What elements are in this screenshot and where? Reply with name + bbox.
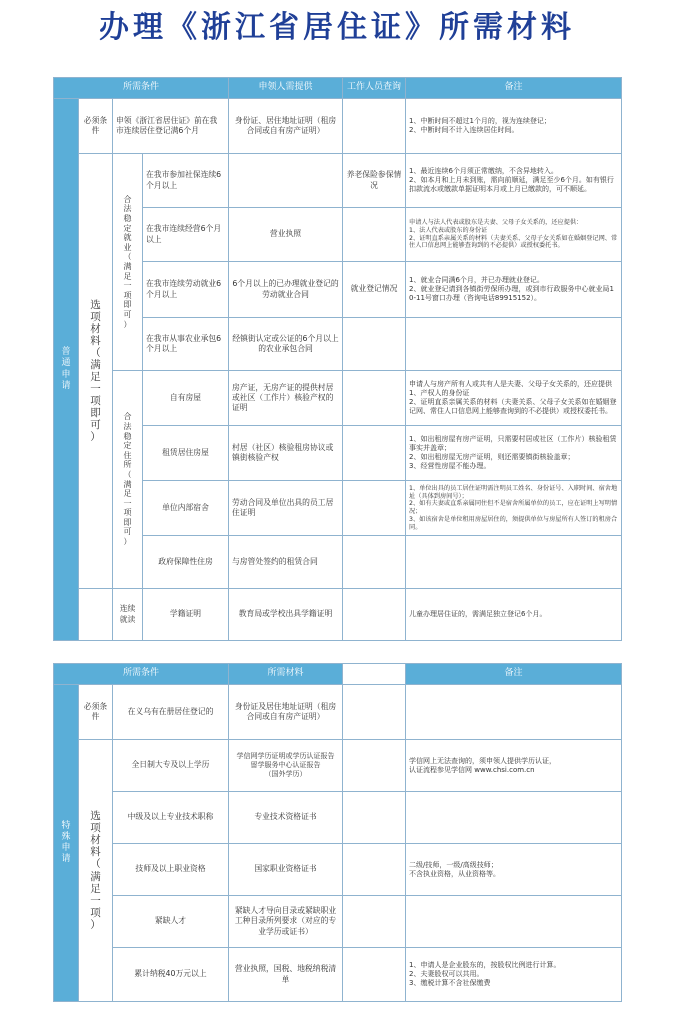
- special-application-table: [53, 663, 622, 1002]
- required-label: 必须条件: [79, 99, 113, 154]
- study-blank: [79, 589, 113, 641]
- header-provide: 申领人需提供: [229, 78, 343, 99]
- special-materials: 紧缺人才导向目录或紧缺职业工种目录所列要求（对应的专业学历或证书）: [229, 896, 343, 948]
- employ-staff: 养老保险参保情况: [343, 154, 406, 208]
- special-condition: 紧缺人才: [113, 896, 229, 948]
- category-special: 特 殊 申 请: [54, 685, 79, 1002]
- residence-condition: 单位内部宿舍: [143, 481, 229, 536]
- special-condition: 全日制大专及以上学历: [113, 740, 229, 792]
- employ-note: 1、就业合同满6个月，并已办理就业登记。 2、就业登记请到各镇街劳保所办理，或到市行政服务中心就业局10-11号窗口办理（咨询电话89915152）。: [406, 262, 622, 318]
- special-blank: [343, 948, 406, 1002]
- header-notes: 备注: [406, 664, 622, 685]
- required-staff: [343, 99, 406, 154]
- header-notes: 备注: [406, 78, 622, 99]
- employ-provide: 经镇街认定或公证的6个月以上的农业承包合同: [229, 318, 343, 371]
- employ-condition: 在我市参加社保连续6个月以上: [143, 154, 229, 208]
- residence-staff: [343, 536, 406, 589]
- header-conditions: 所需条件: [54, 78, 229, 99]
- special-blank: [343, 844, 406, 896]
- special-blank: [343, 896, 406, 948]
- residence-label: 合 法 稳 定 住 所 （ 满 足 一 项 即 可 ）: [113, 371, 143, 589]
- header-blank: [343, 664, 406, 685]
- header-staff-query: 工作人员查询: [343, 78, 406, 99]
- special-materials: 营业执照，国税、地税纳税清单: [229, 948, 343, 1002]
- required-materials: 身份证及居住地址证明（租房合同或自有房产证明）: [229, 685, 343, 740]
- special-note: [406, 792, 622, 844]
- residence-provide: 劳动合同及单位出具的员工居住证明: [229, 481, 343, 536]
- special-note: 二级/技师，一级/高级技师； 不含执业资格，从业资格等。: [406, 844, 622, 896]
- study-provide: 教育局或学校出具学籍证明: [229, 589, 343, 641]
- employ-provide: 营业执照: [229, 208, 343, 262]
- special-blank: [343, 740, 406, 792]
- employ-note: 1、最近连续6个月须正常缴纳，不含异地转入。 2、如本月和上月未到账，需向前顺延，满足至少6个月。如有银行扣款流水或缴款单据证明本月或上月已缴款的，可不顺延。: [406, 154, 622, 208]
- special-condition: 累计纳税40万元以上: [113, 948, 229, 1002]
- required-label: 必须条件: [79, 685, 113, 740]
- residence-staff: [343, 371, 406, 426]
- required-condition: 申领《浙江省居住证》前在我市连续居住登记满6个月: [113, 99, 229, 154]
- special-materials: 国家职业资格证书: [229, 844, 343, 896]
- special-blank: [343, 792, 406, 844]
- employ-note: 申请人与法人代表或股东是夫妻、父母子女关系的，还应提供： 1、法人代表或股东的身份证 2、证明直系亲属关系的材料（夫妻关系、父母子女关系如在婚姻登记网、常住人口信息网上能够查询到的不必提供）或授权委托书。: [406, 208, 622, 262]
- residence-staff: [343, 481, 406, 536]
- special-condition: 技师及以上职业资格: [113, 844, 229, 896]
- employ-staff: [343, 318, 406, 371]
- page-title: 办理《浙江省居住证》所需材料: [99, 10, 575, 45]
- study-label: 连续 就读: [113, 589, 143, 641]
- required-note: 1、中断时间不超过1个月的，视为连续登记； 2、中断时间不计入连续居住时间。: [406, 99, 622, 154]
- residence-condition: 自有房屋: [143, 371, 229, 426]
- special-note: 1、申请人是企业股东的，按股权比例进行计算。 2、夫妻股权可以共用。 3、缴税计算不含社保缴费: [406, 948, 622, 1002]
- employ-note: [406, 318, 622, 371]
- residence-provide: 村居（社区）核验租房协议或镇街核验产权: [229, 426, 343, 481]
- general-application-table: [53, 77, 622, 641]
- employ-condition: 在我市连续经营6个月以上: [143, 208, 229, 262]
- study-note: 儿童办理居住证的，需满足独立登记6个月。: [406, 589, 622, 641]
- category-general: 普 通 申 请: [54, 99, 79, 641]
- employ-staff: 就业登记情况: [343, 262, 406, 318]
- residence-note: 申请人与房产所有人或共有人是夫妻、父母子女关系的，还应提供 1、产权人的身份证 2、证明直系亲属关系的材料（夫妻关系、父母子女关系如在婚姻登记网、常住人口信息网上能够查询到的不必提供）或授权委托书。: [406, 371, 622, 426]
- residence-provide: 房产证，无房产证的提供村居或社区（工作片）核验产权的证明: [229, 371, 343, 426]
- residence-staff: [343, 426, 406, 481]
- residence-provide: 与房管处签约的租赁合同: [229, 536, 343, 589]
- special-materials: 专业技术资格证书: [229, 792, 343, 844]
- residence-condition: 政府保障性住房: [143, 536, 229, 589]
- required-condition: 在义乌有在册居住登记的: [113, 685, 229, 740]
- required-provide: 身份证、居住地址证明（租房合同或自有房产证明）: [229, 99, 343, 154]
- employ-provide: [229, 154, 343, 208]
- special-materials: 学信网学历证明或学历认证报告 留学服务中心认证报告 （国外学历）: [229, 740, 343, 792]
- residence-note: 1、如出租房屋有房产证明，只需要村居或社区（工作片）核验租赁事实并盖章； 2、如出租房屋无房产证明，则还需要镇街核验盖章； 3、经营性房屋不能办理。: [406, 426, 622, 481]
- optional-label: 选 项 材 料 （ 满 足 一 项 ）: [79, 740, 113, 1002]
- residence-note: 1、单位出具的员工居住证明需注明员工姓名、身份证号、入职时间、宿舍地址（具体到房间号）； 2、如有夫妻或直系亲属同住但不是宿舍所属单位的员工，应在证明上写明情况； 3、如该宿舍是单位租用房屋居住的，须提供单位与房屋所有人签订的租房合同。: [406, 481, 622, 536]
- optional-label: 选 项 材 料 （ 满 足 一 项 即 可 ）: [79, 154, 113, 589]
- employ-provide: 6个月以上的已办理就业登记的劳动就业合同: [229, 262, 343, 318]
- special-condition: 中级及以上专业技术职称: [113, 792, 229, 844]
- employment-label: 合 法 稳 定 就 业 （ 满 足 一 项 即 可 ）: [113, 154, 143, 371]
- employ-condition: 在我市连续劳动就业6个月以上: [143, 262, 229, 318]
- employ-staff: [343, 208, 406, 262]
- residence-note: [406, 536, 622, 589]
- study-condition: 学籍证明: [143, 589, 229, 641]
- study-staff: [343, 589, 406, 641]
- special-note: 学信网上无法查询的，须申领人提供学历认证， 认证流程参见学信网 www.chsi.com.cn: [406, 740, 622, 792]
- special-note: [406, 896, 622, 948]
- required-note: [406, 685, 622, 740]
- required-blank: [343, 685, 406, 740]
- header-conditions: 所需条件: [54, 664, 229, 685]
- employ-condition: 在我市从事农业承包6个月以上: [143, 318, 229, 371]
- header-materials: 所需材料: [229, 664, 343, 685]
- residence-condition: 租赁居住房屋: [143, 426, 229, 481]
